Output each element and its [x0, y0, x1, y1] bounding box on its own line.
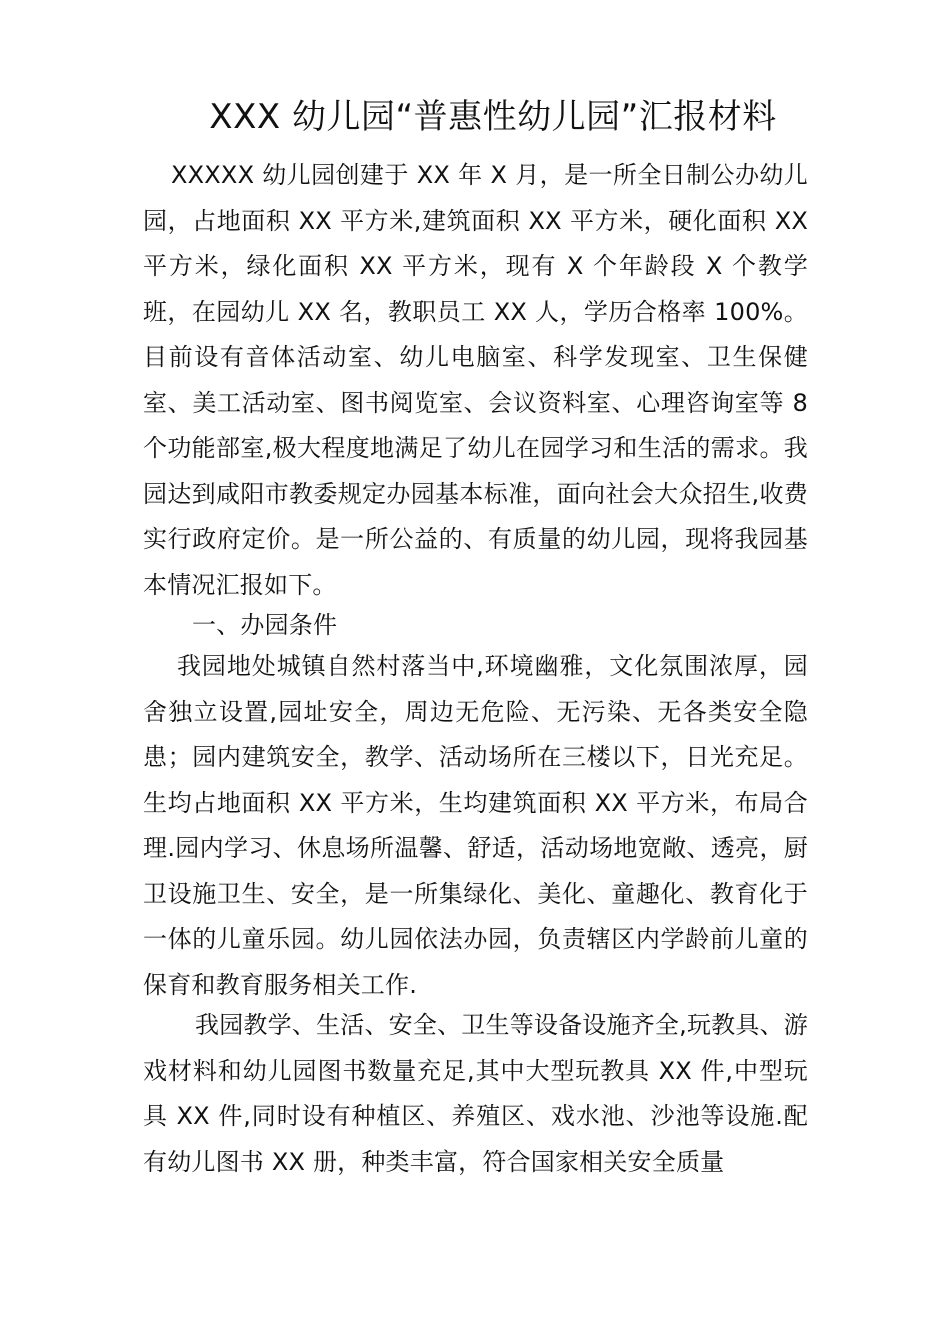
document-title: XXX 幼儿园“普惠性幼儿园”汇报材料: [209, 97, 777, 137]
intro-paragraph: XXXXX 幼儿园创建于 XX 年 X 月，是一所全日制公办幼儿园，占地面积 XX 平方米,建筑面积 XX 平方米，硬化面积 XX 平方米，绿化面积 XX 平方米，现有 X 个年龄段 X 个教学班，在园幼儿 XX 名，教职员工 XX 人，学历合格率 100%。目前设有音体活动室、幼儿电脑室、科学发现室、卫生保健室、美工活动室、图书阅览室、会议资料室、心理咨询室等 8 个功能部室,极大程度地满足了幼儿在园学习和生活的需求。我园达到咸阳市教委规定办园基本标准，面向社会大众招生,收费实行政府定价。是一所公益的、有质量的幼儿园，现将我园基本情况汇报如下。: [143, 161, 808, 599]
body-paragraph: 我园地处城镇自然村落当中,环境幽雅，文化氛围浓厚，园舍独立设置,园址安全，周边无危险、无污染、无各类安全隐患；园内建筑安全，教学、活动场所在三楼以下，日光充足。生均占地面积 XX 平方米，生均建筑面积 XX 平方米，布局合理.园内学习、休息场所温馨、舒适，活动场地宽敞、透亮，厨卫设施卫生、安全，是一所集绿化、美化、童趣化、教育化于一体的儿童乐园。幼儿园依法办园，负责辖区内学龄前儿童的保育和教育服务相关工作.: [143, 652, 808, 999]
section-heading: 一、办园条件: [192, 611, 338, 639]
body-paragraph: 我园教学、生活、安全、卫生等设备设施齐全,玩教具、游戏材料和幼儿园图书数量充足,其中大型玩教具 XX 件,中型玩具 XX 件,同时设有种植区、养殖区、戏水池、沙池等设施.配有幼儿图书 XX 册，种类丰富，符合国家相关安全质量: [143, 1011, 808, 1176]
